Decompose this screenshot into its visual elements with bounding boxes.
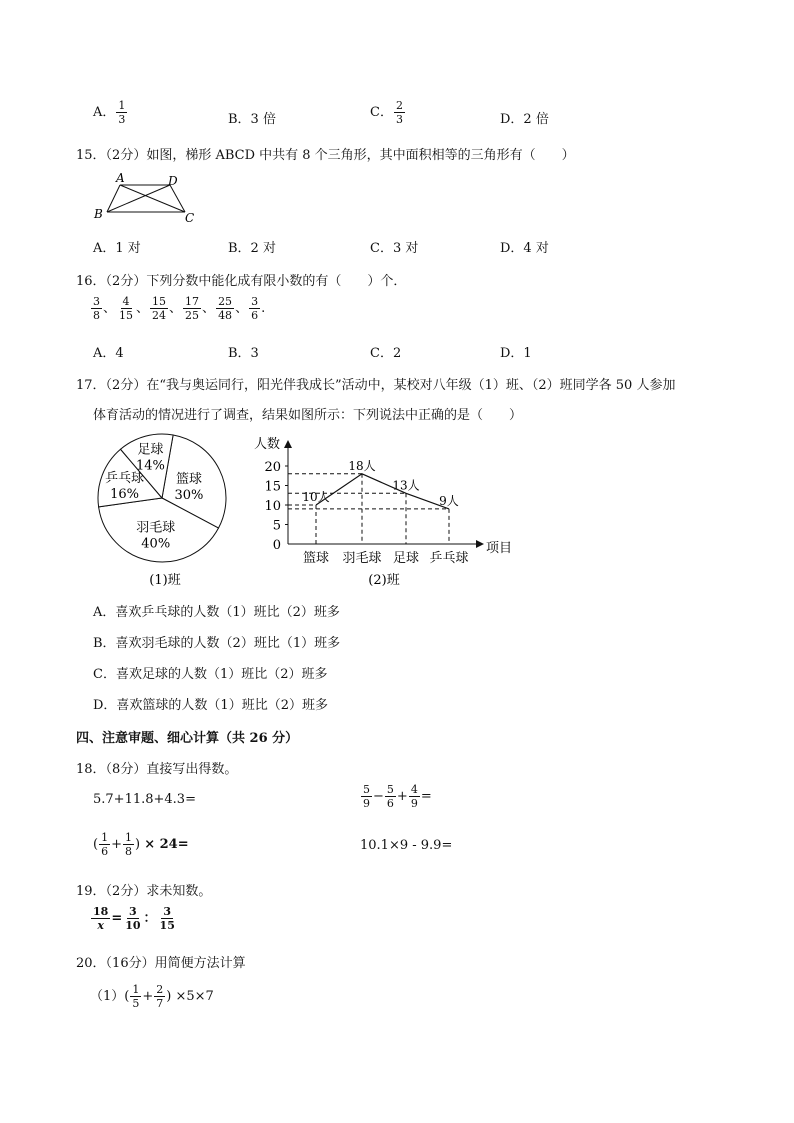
q16-fraction: $\frac{25}{48}$ bbox=[218, 295, 233, 322]
pie-chart-class1 bbox=[90, 432, 240, 590]
pie-slice-label: 篮球 bbox=[175, 471, 202, 487]
q19-stem: 19．（2分）求未知数。 bbox=[76, 884, 212, 899]
line-chart-class2 bbox=[244, 432, 524, 590]
q17-option-d: D．喜欢篮球的人数（1）班比（2）班多 bbox=[93, 698, 328, 713]
q17-stem-line2: 体育活动的情况进行了调查，结果如图所示：下列说法中正确的是（ ） bbox=[93, 408, 523, 423]
line-chart-title: (2)班 bbox=[368, 573, 400, 588]
x-tick-label: 羽毛球 bbox=[342, 551, 382, 566]
y-tick-label: 10 bbox=[264, 499, 281, 514]
q16-fraction: $\frac{4}{15}$ bbox=[119, 295, 134, 322]
q16-fraction: $\frac{15}{24}$ bbox=[152, 295, 167, 322]
q18-expr-4: 10.1×9 - 9.9= bbox=[360, 838, 453, 853]
pie-slice-value: 16% bbox=[110, 486, 140, 502]
x-tick-label: 乒乓球 bbox=[429, 551, 469, 566]
q15-option-b: B．2 对 bbox=[228, 241, 276, 256]
pie-slice-value: 40% bbox=[141, 536, 171, 552]
vertex-a-label: A bbox=[116, 171, 125, 185]
y-tick-label: 5 bbox=[272, 518, 281, 534]
line-chart-xlabel: 项目 bbox=[486, 541, 513, 556]
data-label: 10人 bbox=[302, 490, 330, 504]
q14-option-b: B．3 倍 bbox=[228, 112, 276, 127]
q14-option-d: D．2 倍 bbox=[500, 112, 549, 127]
x-tick-label: 足球 bbox=[392, 551, 420, 566]
pie-slice-label: 羽毛球 bbox=[136, 520, 176, 536]
y-axis-arrow bbox=[284, 440, 292, 448]
q14-option-a: A． $\frac{1}{3}$ bbox=[93, 99, 126, 126]
trapezoid-figure bbox=[90, 170, 200, 226]
q16-fraction: $\frac{17}{25}$ bbox=[185, 295, 200, 322]
q19-equation: $\frac{18}{x}$ = $\frac{3}{10}$ ： $\frac{3}{15}$ bbox=[93, 905, 175, 932]
q17-option-b: B．喜欢羽毛球的人数（2）班比（1）班多 bbox=[93, 636, 341, 651]
q14-option-c: C． $\frac{2}{3}$ bbox=[370, 99, 403, 126]
data-label: 18人 bbox=[348, 458, 376, 473]
q16-option-c: C．2 bbox=[370, 346, 402, 361]
q17-option-a: A．喜欢乒乓球的人数（1）班比（2）班多 bbox=[93, 605, 340, 620]
q18-expr-2: $\frac{5}{9}$ − $\frac{5}{6}$ + $\frac{4}{9}$ = bbox=[363, 783, 432, 810]
q15-stem: 15．（2分）如图，梯形 ABCD 中共有 8 个三角形，其中面积相等的三角形有（ ） bbox=[76, 148, 575, 163]
data-label: 13人 bbox=[392, 478, 420, 493]
x-tick-label: 篮球 bbox=[302, 551, 330, 566]
q18-expr-1: 5.7+11.8+4.3= bbox=[93, 792, 196, 807]
series-line bbox=[316, 474, 449, 509]
q17-stem-line1: 17．（2分）在“我与奥运同行，阳光伴我成长”活动中，某校对八年级（1）班、（2）班同学各 50 人参加 bbox=[76, 378, 676, 393]
vertex-b-label: B bbox=[94, 207, 103, 221]
q16-option-b: B．3 bbox=[228, 346, 259, 361]
pie-chart-title: (1)班 bbox=[149, 573, 181, 588]
pie-slice-value: 30% bbox=[174, 487, 204, 503]
data-label: 9人 bbox=[439, 493, 459, 508]
q15-option-a: A．1 对 bbox=[93, 241, 141, 256]
q16-fraction: $\frac{3}{6}$ bbox=[251, 295, 259, 322]
q16-fraction: $\frac{3}{8}$ bbox=[93, 295, 100, 322]
q17-option-c: C．喜欢足球的人数（1）班比（2）班多 bbox=[93, 667, 328, 682]
section-heading: 四、注意审题、细心计算（共 26 分） bbox=[76, 731, 299, 746]
line-chart-ylabel: 人数 bbox=[254, 437, 281, 452]
y-tick-label: 20 bbox=[264, 460, 281, 475]
q20-stem: 20．（16分）用简便方法计算 bbox=[76, 956, 246, 971]
q18-stem: 18．（8分）直接写出得数。 bbox=[76, 762, 238, 777]
q20-part-1: （1）( $\frac{1}{5}$ + $\frac{2}{7}$ ) ×5×7 bbox=[90, 983, 214, 1010]
q16-option-d: D．1 bbox=[500, 346, 532, 361]
pie-slice-label: 足球 bbox=[137, 442, 164, 458]
q15-option-c: C．3 对 bbox=[370, 241, 419, 256]
q15-option-d: D．4 对 bbox=[500, 241, 549, 256]
q16-stem: 16．（2分）下列分数中能化成有限小数的有（ ）个． bbox=[76, 274, 407, 289]
vertex-c-label: C bbox=[185, 211, 195, 225]
y-tick-label: 15 bbox=[264, 479, 281, 495]
q16-fraction-list: $\frac{3}{8}$ 、 $\frac{4}{15}$ 、 $\frac{15}{24}$ 、 $\frac{17}{25}$ 、 $\frac{25}{48}$ 、 $\frac{3}{6}$ . bbox=[93, 295, 266, 322]
pie-slice-value: 14% bbox=[136, 458, 165, 474]
vertex-d-label: D bbox=[168, 174, 178, 188]
pie-slice-label: 乒乓球 bbox=[105, 470, 145, 486]
x-axis-arrow bbox=[476, 540, 484, 548]
q16-option-a: A．4 bbox=[93, 346, 124, 361]
q18-expr-3: ( $\frac{1}{6}$ + $\frac{1}{8}$ ) × 24= bbox=[93, 831, 189, 858]
y-tick-label: 0 bbox=[272, 538, 281, 553]
